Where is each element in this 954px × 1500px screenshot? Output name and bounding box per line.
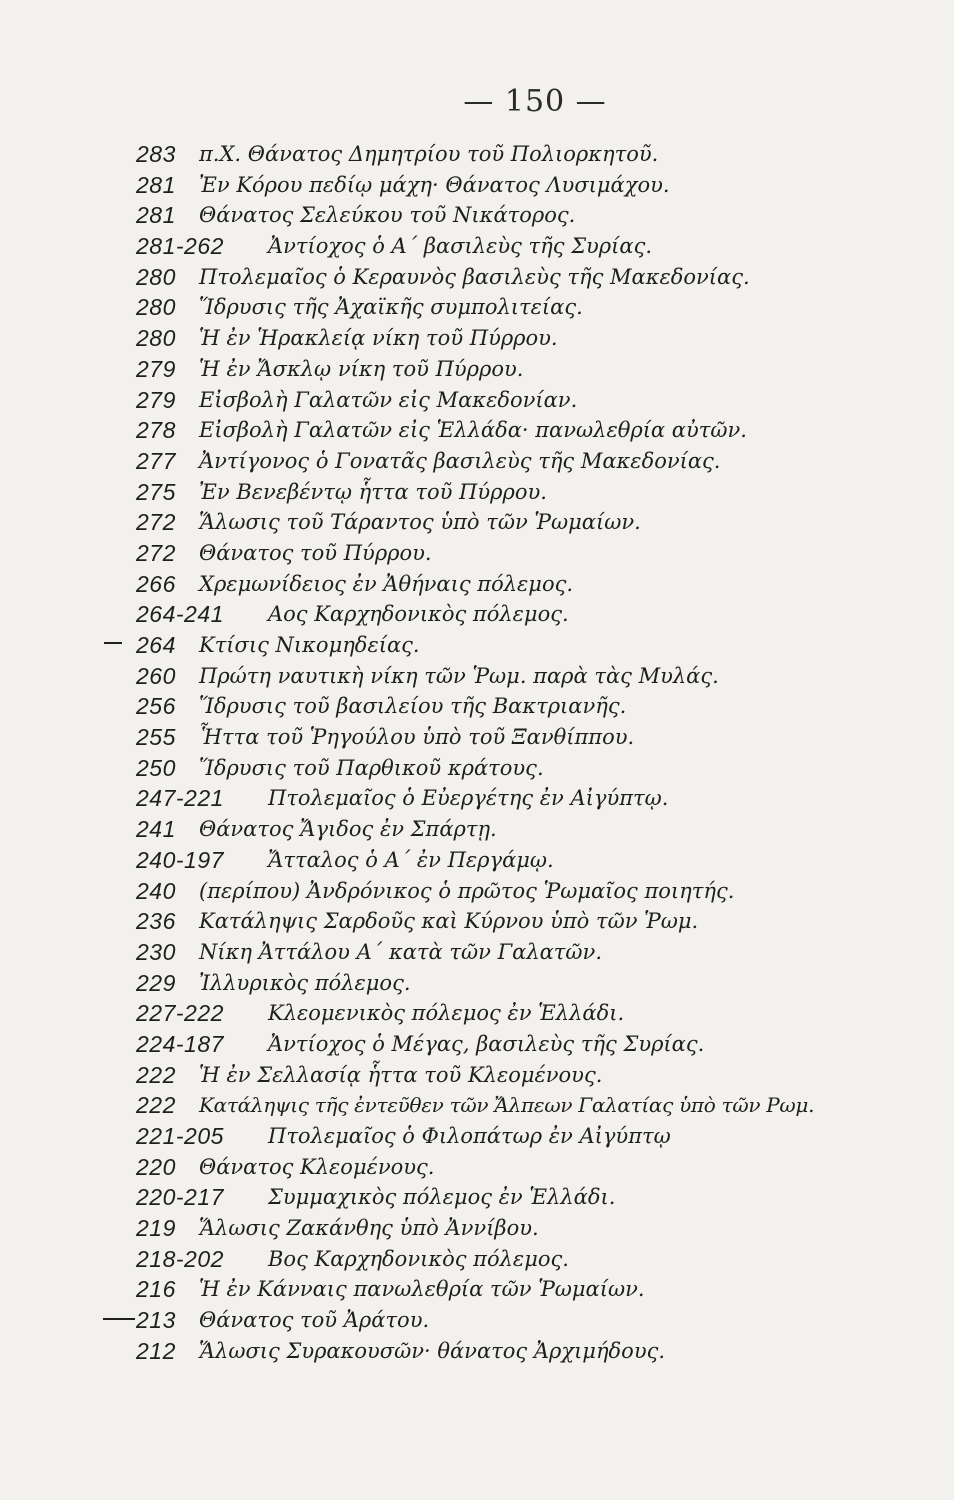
entry-year: 229 [136,969,176,996]
chronology-entry [0,906,954,937]
chronology-entry [0,998,954,1029]
entry-year: 250 [136,754,176,781]
chronology-entry [0,385,954,416]
entry-year: 279 [136,386,176,413]
entry-year: 222 [136,1061,176,1088]
entry-year: 220-217 [136,1184,224,1211]
chronology-entry [0,170,954,201]
entry-year: 278 [136,417,176,444]
entry-event: Πτολεμαῖος ὁ Κεραυνὸς βασιλεὺς τῆς Μακεδονίας. [199,264,750,289]
chronology-entry [0,538,954,569]
entry-event: Ἀντίγονος ὁ Γονατᾶς βασιλεὺς τῆς Μακεδονίας. [199,448,721,473]
entry-year: 279 [136,355,176,382]
entry-year: 220 [136,1153,176,1180]
entry-year: 275 [136,478,176,505]
chronology-entry [0,1029,954,1060]
entry-year: 227-222 [136,1000,224,1027]
chronology-entry [0,1274,954,1305]
entry-year: 256 [136,693,176,720]
chronology-entry [0,845,954,876]
chronology-entry [0,599,954,630]
chronology-entry [0,1060,954,1091]
entry-event: Κατάληψις Σαρδοῦς καὶ Κύρνου ὑπὸ τῶν Ῥωμ. [199,909,699,934]
chronology-entry [0,323,954,354]
entry-event: Ἰλλυρικὸς πόλεμος. [199,970,411,995]
chronology-entry [0,783,954,814]
entry-year: 213 [136,1307,176,1334]
chronology-entry [0,446,954,477]
entry-event: Ἅλωσις Συρακουσῶν· θάνατος Ἀρχιμήδους. [199,1338,666,1363]
entry-event: Ἅλωσις τοῦ Τάραντος ὑπὸ τῶν Ῥωμαίων. [199,510,641,535]
entry-event: Ἡ ἐν Κάνναις πανωλεθρία τῶν Ῥωμαίων. [199,1277,645,1302]
entry-event: Ἵδρυσις τῆς Ἀχαϊκῆς συμπολιτείας. [199,295,583,320]
chronology-entry [0,1244,954,1275]
chronology-entry [0,1121,954,1152]
entry-event: Ἵδρυσις τοῦ Παρθικοῦ κράτους. [199,755,544,780]
chronology-entry [0,937,954,968]
entry-event: Κλεομενικὸς πόλεμος ἐν Ἑλλάδι. [268,1001,625,1026]
chronology-entry [0,1090,954,1121]
entry-event: Ἡ ἐν Σελλασίᾳ ἧττα τοῦ Κλεομένους. [199,1062,603,1087]
entry-event: Θάνατος Κλεομένους. [199,1154,435,1179]
entry-year: 272 [136,539,176,566]
entry-year: 219 [136,1215,176,1242]
entry-year: 240-197 [136,846,224,873]
entry-year: 221-205 [136,1123,224,1149]
entry-year: 280 [136,325,176,352]
chronology-entry [0,139,954,170]
entry-year: 222 [136,1092,176,1119]
entry-year: 212 [136,1337,176,1364]
entry-year: 218-202 [136,1245,224,1272]
chronology-entry [0,262,954,293]
entry-event: Θάνατος Σελεύκου τοῦ Νικάτορος. [199,203,576,228]
chronology-list [0,139,954,1367]
entry-event: Χρεμωνίδειος ἐν Ἀθήναις πόλεμος. [199,571,574,596]
entry-event: Ἄτταλος ὁ Α΄ ἐν Περγάμῳ. [268,847,554,872]
chronology-entry [0,415,954,446]
chronology-entry [0,1336,954,1367]
entry-event: Πτολεμαῖος ὁ Φιλοπάτωρ ἐν Αἰγύπτῳ [268,1124,671,1148]
entry-event: Πρώτη ναυτικὴ νίκη τῶν Ῥωμ. παρὰ τὰς Μυλάς. [199,663,719,688]
entry-event: Νίκη Ἀττάλου Α΄ κατὰ τῶν Γαλατῶν. [199,939,602,964]
entry-event: Ἧττα τοῦ Ῥηγούλου ὑπὸ τοῦ Ξανθίππου. [199,725,635,750]
entry-year: 264 [136,632,176,658]
entry-event: Βος Καρχηδονικὸς πόλεμος. [268,1246,569,1271]
chronology-entry [0,1305,954,1336]
entry-event: Εἰσβολὴ Γαλατῶν εἰς Μακεδονίαν. [199,387,578,412]
entry-event: Ἀντίοχος ὁ Α΄ βασιλεὺς τῆς Συρίας. [268,234,653,259]
entry-event: Ἐν Βενεβέντῳ ἧττα τοῦ Πύρρου. [199,479,547,504]
chronology-entry [0,753,954,784]
chronology-entry [0,1182,954,1213]
chronology-entry [0,1152,954,1183]
entry-event: Θάνατος τοῦ Ἀράτου. [199,1308,430,1333]
entry-event: Εἰσβολὴ Γαλατῶν εἰς Ἑλλάδα· πανωλεθρία αὐτῶν. [199,418,747,443]
entry-year: 280 [136,294,176,321]
entry-year: 277 [136,447,176,474]
chronology-entry [0,1213,954,1244]
entry-event: Θάνατος τοῦ Πύρρου. [199,540,432,565]
chronology-entry [0,722,954,753]
entry-year: 281 [136,171,176,198]
chronology-entry [0,968,954,999]
entry-event: Ἐν Κόρου πεδίῳ μάχη· Θάνατος Λυσιμάχου. [199,172,670,197]
entry-year: 260 [136,662,176,689]
entry-event: Συμμαχικὸς πόλεμος ἐν Ἑλλάδι. [268,1185,616,1210]
entry-event: Ἡ ἐν Ἡρακλείᾳ νίκη τοῦ Πύρρου. [199,326,558,351]
entry-year: 247-221 [136,785,224,812]
entry-year: 283 [136,141,176,167]
chronology-entry [0,354,954,385]
entry-year: 241 [136,816,176,843]
chronology-entry [0,691,954,722]
chronology-entry [0,477,954,508]
entry-event: Πτολεμαῖος ὁ Εὐεργέτης ἐν Αἰγύπτῳ. [268,786,669,811]
entry-year: 281-262 [136,233,224,260]
entry-event: Ἡ ἐν Ἄσκλῳ νίκη τοῦ Πύρρου. [199,356,524,381]
chronology-entry [0,876,954,907]
chronology-entry [0,200,954,231]
chronology-entry [0,569,954,600]
page-number: — 150 — [463,84,607,119]
entry-year: 266 [136,570,176,597]
chronology-entry [0,661,954,692]
entry-year: 224-187 [136,1030,224,1057]
entry-event: Ἀντίοχος ὁ Μέγας, βασιλεὺς τῆς Συρίας. [268,1031,705,1056]
chronology-entry [0,231,954,262]
entry-year: 230 [136,938,176,965]
entry-year: 236 [136,908,176,935]
entry-event: Κτίσις Νικομηδείας. [199,633,420,657]
entry-event: Ἵδρυσις τοῦ βασιλείου τῆς Βακτριανῆς. [199,694,627,719]
entry-event: Θάνατος Ἄγιδος ἐν Σπάρτῃ. [199,817,497,842]
chronology-entry [0,292,954,323]
chronology-entry [0,814,954,845]
entry-year: 281 [136,202,176,229]
entry-event: (περίπου) Ἀνδρόνικος ὁ πρῶτος Ῥωμαῖος ποιητής. [199,878,735,903]
chronology-entry [0,630,954,661]
entry-event: Αος Καρχηδονικὸς πόλεμος. [268,602,569,627]
entry-year: 272 [136,509,176,536]
entry-event: Κατάληψις τῆς ἐντεῦθεν τῶν Ἄλπεων Γαλατίας ὑπὸ τῶν Ρωμ. [199,1093,815,1118]
entry-year: 255 [136,724,176,751]
entry-year: 216 [136,1276,176,1303]
entry-event: Ἅλωσις Ζακάνθης ὑπὸ Ἀννίβου. [199,1216,539,1241]
entry-year: 264-241 [136,601,224,628]
entry-year: 280 [136,263,176,290]
entry-event: π.Χ. Θάνατος Δημητρίου τοῦ Πολιορκητοῦ. [199,142,659,166]
entry-year: 240 [136,877,176,904]
chronology-entry [0,507,954,538]
